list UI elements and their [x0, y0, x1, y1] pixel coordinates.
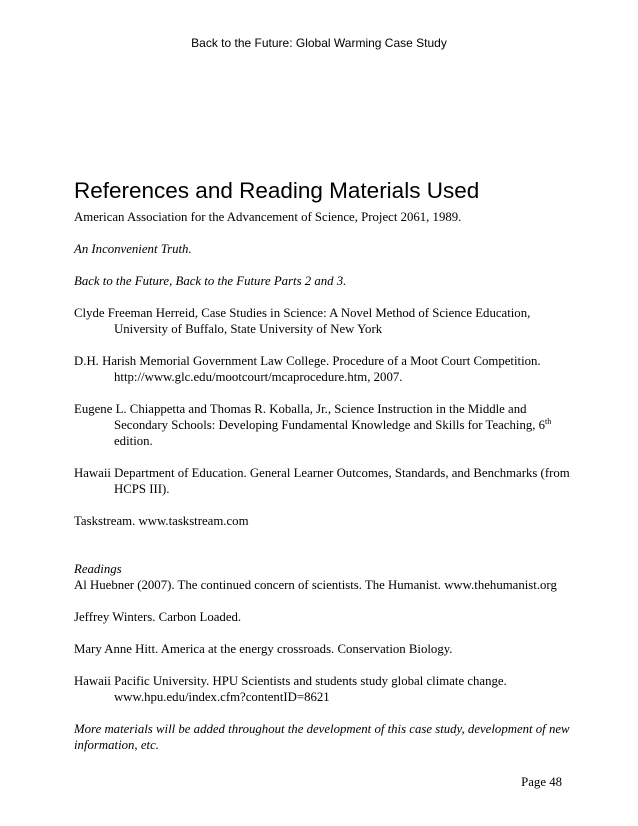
reference-text-continued: edition. [114, 434, 153, 448]
section-title: References and Reading Materials Used [74, 178, 480, 203]
reference-item: American Association for the Advancement of Science, Project 2061, 1989. [74, 210, 462, 224]
running-header: Back to the Future: Global Warming Case Study [191, 36, 447, 50]
reference-item: An Inconvenient Truth. [74, 242, 192, 256]
reading-item: Al Huebner (2007). The continued concern of scientists. The Humanist. www.thehumanist.org [74, 578, 557, 592]
readings-heading: Readings [74, 562, 122, 576]
superscript-ordinal: th [545, 417, 552, 426]
reference-item: Back to the Future, Back to the Future Parts 2 and 3. [74, 274, 347, 288]
reading-item: Hawaii Pacific University. HPU Scientists and students study global climate change. www.hpu.edu/index.cfm?contentID=8621 [74, 674, 507, 704]
page-number: Page 48 [521, 775, 562, 789]
closing-note: More materials will be added throughout the development of this case study, development of new information, etc. [74, 722, 570, 752]
reference-item [74, 401, 574, 449]
reading-item: Jeffrey Winters. Carbon Loaded. [74, 610, 242, 624]
reference-text: Eugene L. Chiappetta and Thomas R. Koballa, Jr., Science Instruction in the Middle and Secondary Schools: Developing Fundamental Knowledge and Skills for Teaching, 6 [74, 402, 546, 432]
reference-item: Clyde Freeman Herreid, Case Studies in Science: A Novel Method of Science Education, University of Buffalo, State University of New York [74, 306, 531, 336]
reading-item: Mary Anne Hitt. America at the energy crossroads. Conservation Biology. [74, 642, 453, 656]
references-list [74, 209, 574, 753]
reference-item: Hawaii Department of Education. General Learner Outcomes, Standards, and Benchmarks (from HCPS III). [74, 466, 570, 496]
reference-item: Taskstream. www.taskstream.com [74, 514, 249, 528]
reference-item: D.H. Harish Memorial Government Law College. Procedure of a Moot Court Competition. http://www.glc.edu/mootcourt/mcaprocedure.htm, 2007. [74, 354, 541, 384]
